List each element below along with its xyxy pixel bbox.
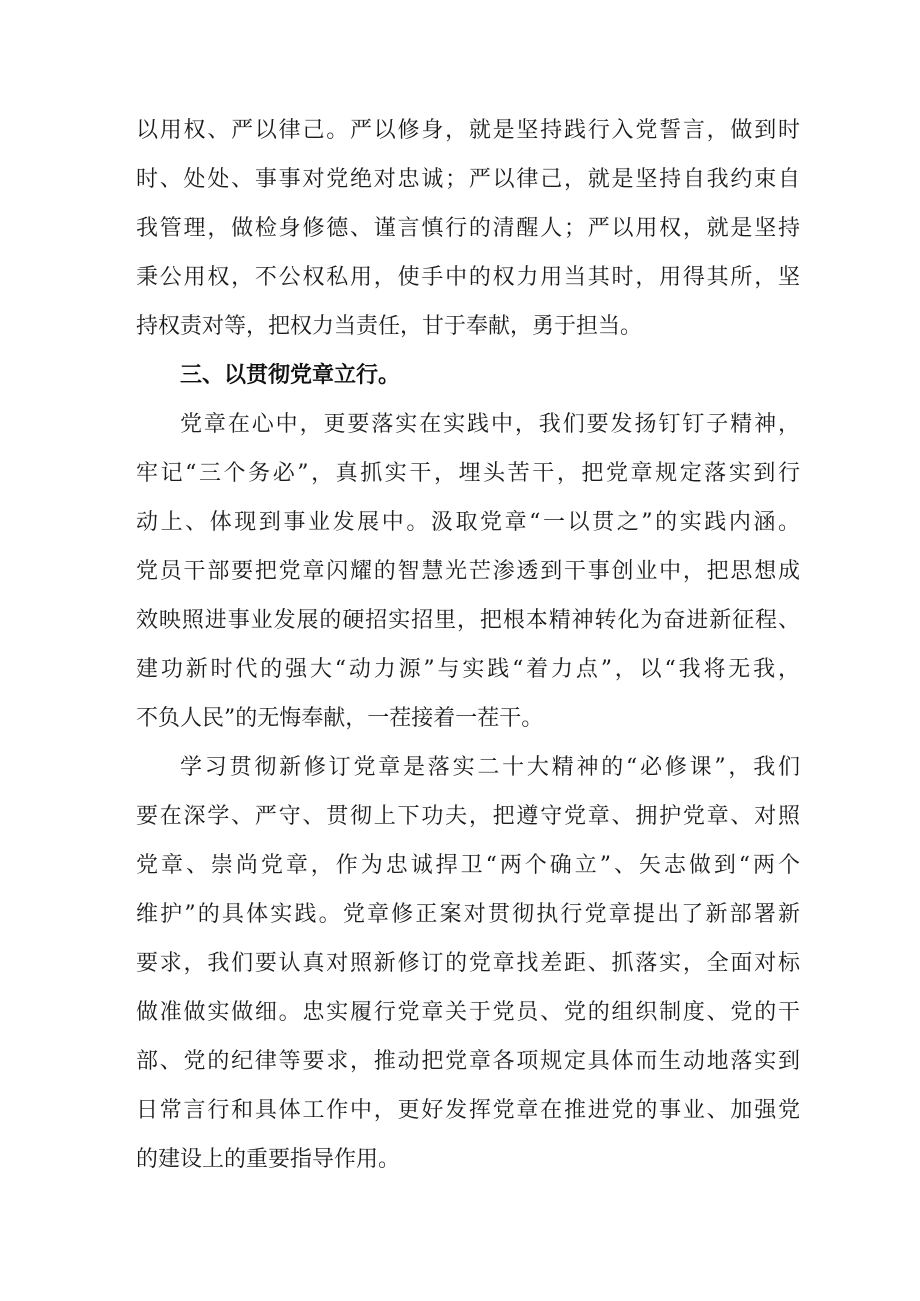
text-line: 效映照进事业发展的硬招实招里，把根本精神转化为奋进新征程、 (136, 608, 800, 633)
text-line: 秉公用权，不公权私用，使手中的权力用当其时，用得其所，坚 (136, 265, 800, 290)
paragraph-practice (136, 400, 800, 743)
text-line: 要在深学、严守、贯彻上下功夫，把遵守党章、拥护党章、对照 (136, 804, 800, 829)
text-line: 党员干部要把党章闪耀的智慧光芒渗透到干事创业中，把思想成 (136, 559, 800, 584)
text-line: 党章在心中，更要落实在实践中，我们要发扬钉钉子精神， (180, 412, 800, 437)
text-line: 维护”的具体实践。党章修正案对贯彻执行党章提出了新部署新 (136, 902, 800, 927)
text-line: 牢记“三个务必”，真抓实干，埋头苦干，把党章规定落实到行 (136, 461, 800, 486)
text-line: 的建设上的重要指导作用。 (136, 1147, 401, 1172)
text-line: 我管理，做检身修德、谨言慎行的清醒人；严以用权，就是坚持 (136, 216, 800, 241)
text-line: 党章、崇尚党章，作为忠诚捍卫“两个确立”、矢志做到“两个 (136, 853, 800, 878)
text-line: 动上、体现到事业发展中。汲取党章“一以贯之”的实践内涵。 (136, 510, 800, 535)
text-line: 持权责对等，把权力当责任，甘于奉献，勇于担当。 (136, 314, 643, 339)
text-line: 以用权、严以律己。严以修身，就是坚持践行入党誓言，做到时 (136, 118, 800, 143)
text-line: 时、处处、事事对党绝对忠诚；严以律己，就是坚持自我约束自 (136, 167, 800, 192)
paragraph-continued (136, 106, 800, 351)
text-line: 日常言行和具体工作中，更好发挥党章在推进党的事业、加强党 (136, 1098, 800, 1123)
paragraph-study (136, 743, 800, 1184)
text-line: 不负人民”的无悔奉献，一茬接着一茬干。 (136, 706, 544, 731)
document-body (136, 106, 800, 1184)
text-line: 学习贯彻新修订党章是落实二十大精神的“必修课”，我们 (180, 755, 800, 780)
text-line: 做准做实做细。忠实履行党章关于党员、党的组织制度、党的干 (136, 1000, 800, 1025)
section-heading: 三、以贯彻党章立行。 (180, 363, 401, 388)
text-line: 部、党的纪律等要求，推动把党章各项规定具体而生动地落实到 (136, 1049, 800, 1074)
text-line: 建功新时代的强大“动力源”与实践“着力点”，以“我将无我， (136, 657, 800, 682)
text-line: 要求，我们要认真对照新修订的党章找差距、抓落实，全面对标 (136, 951, 800, 976)
